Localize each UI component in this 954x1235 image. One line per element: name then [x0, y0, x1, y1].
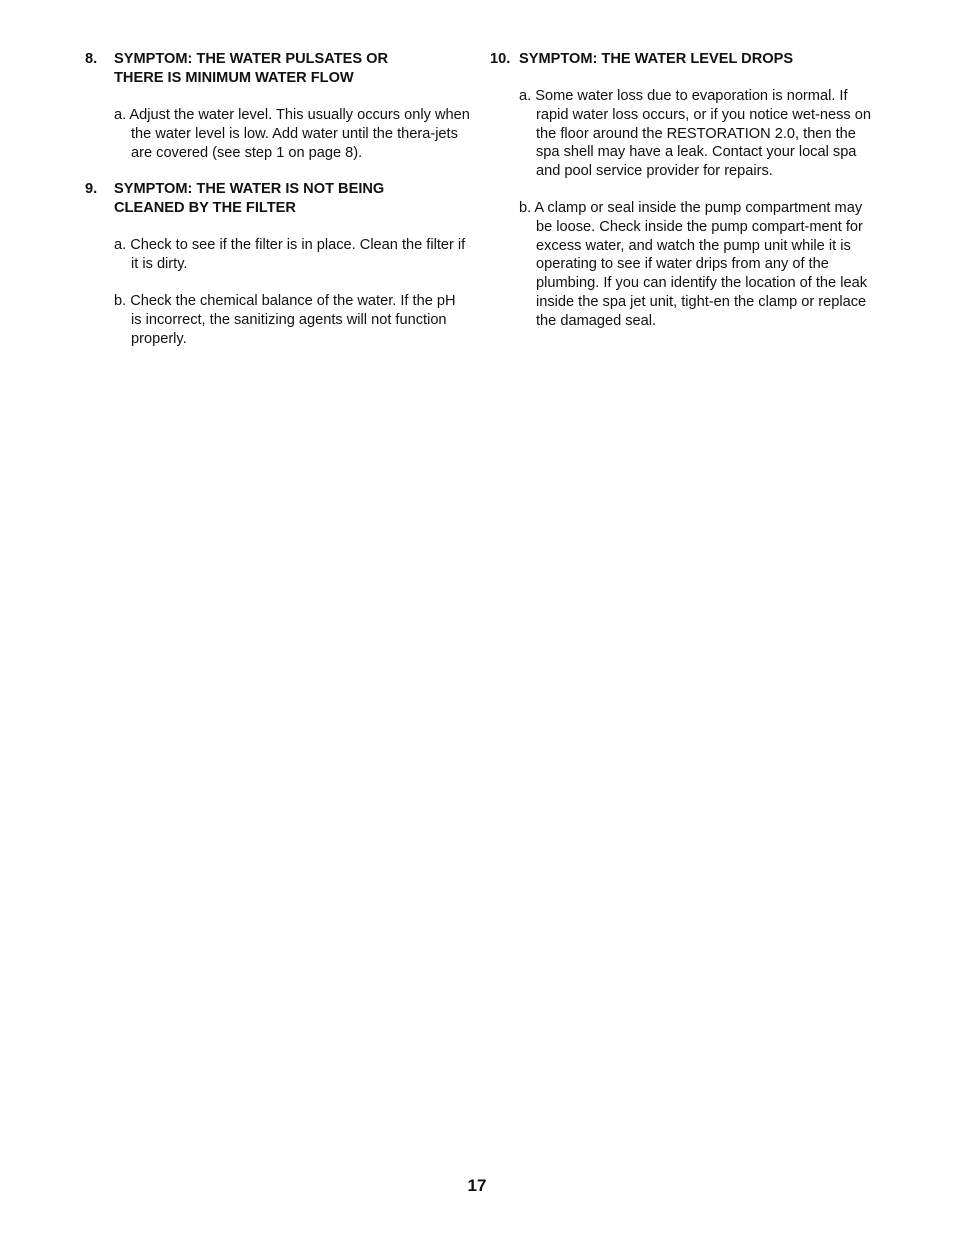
section-10-heading-line1: SYMPTOM: THE WATER LEVEL DROPS	[519, 51, 794, 67]
section-10-item-b: b. A clamp or seal inside the pump compartment may be loose. Check inside the pump compart-ment for excess water, and watch the pump unit while it is operating to see if water drips from any of the plumbing. If you can identify the location of the leak inside the spa jet unit, tight-en the clamp or replace the damaged seal.	[519, 199, 867, 329]
section-8-heading-line2: THERE IS MINIMUM WATER FLOW	[114, 70, 354, 86]
section-9-item-b: b. Check the chemical balance of the water. If the pH is incorrect, the sanitizing agents will not function properly.	[114, 292, 456, 347]
section-9-item-a: a. Check to see if the filter is in place. Clean the filter if it is dirty.	[114, 237, 466, 273]
section-9-heading-line1: SYMPTOM: THE WATER IS NOT BEING	[114, 181, 385, 198]
section-9-heading	[85, 180, 470, 218]
section-10-number: 10.	[490, 51, 511, 67]
section-8-number: 8.	[85, 51, 98, 67]
section-10	[490, 50, 880, 331]
section-10-item-a: a. Some water loss due to evaporation is normal. If rapid water loss occurs, or if you notice wet-ness on the floor around the RESTORATION 2.0, then the spa shell may have a leak. Contact your local spa and pool service provider for repairs.	[519, 88, 871, 180]
left-column	[85, 50, 470, 366]
section-8-heading	[85, 50, 470, 88]
section-8-heading-line1: SYMPTOM: THE WATER PULSATES OR	[114, 51, 389, 67]
right-column	[490, 50, 880, 349]
page-number: 17	[467, 1176, 487, 1195]
section-10-heading	[490, 50, 880, 69]
section-9-heading-line2: CLEANED BY THE FILTER	[114, 200, 296, 217]
section-9-number: 9.	[85, 181, 98, 198]
section-8-item-a: a. Adjust the water level. This usually occurs only when the water level is low. Add water until the thera-jets are covered (see step 1 on page 8).	[114, 107, 470, 161]
section-8	[85, 50, 470, 162]
section-9	[85, 180, 470, 348]
